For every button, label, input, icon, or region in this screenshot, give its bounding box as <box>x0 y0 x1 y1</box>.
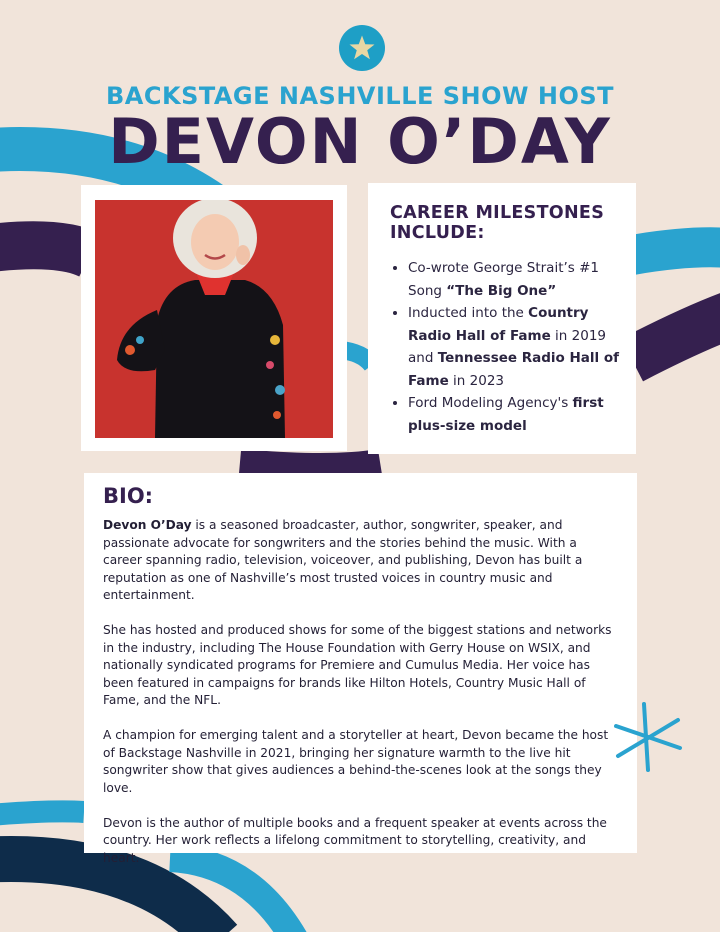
milestone-item: • Co-wrote George Strait’s #1 Song “The Big One” <box>408 257 622 302</box>
star-icon <box>347 33 377 63</box>
navy-arc-middle <box>240 462 380 466</box>
bio-card <box>84 473 637 865</box>
photo-card <box>81 185 347 451</box>
host-name-title: DEVON O’DAY <box>108 105 612 178</box>
bio-paragraph-3: A champion for emerging talent and a storyteller at heart, Devon became the host of Backstage Nashville in 2021, bringing her signature warmth to the live hit songwriter show that gives audiences a behind-the-scenes look at the songs they love. <box>103 728 609 795</box>
host-portrait-photo <box>95 200 333 438</box>
teal-arc-right <box>632 247 720 255</box>
show-host-subtitle: BACKSTAGE NASHVILLE SHOW HOST <box>105 82 614 110</box>
portrait-illustration <box>95 200 333 438</box>
logo-badge <box>339 25 385 71</box>
milestones-heading-line2: INCLUDE: <box>390 223 485 243</box>
milestones-heading-line1: CAREER MILESTONES <box>390 203 605 223</box>
milestones-list <box>390 257 622 437</box>
navy-arc-left <box>0 245 90 255</box>
bio-paragraph-4: Devon is the author of multiple books and a frequent speaker at events across the country. Her work reflects a lifelong commitment to storytelling, creativity, and heart. <box>103 815 607 865</box>
milestones-heading <box>390 203 622 243</box>
milestone-item: • Ford Modeling Agency's first plus-size model <box>408 392 622 437</box>
asterisk-icon <box>610 700 686 776</box>
teal-arc-bottom-left <box>0 811 84 815</box>
milestone-item: • Inducted into the Country Radio Hall of Fame in 2019 and Tennessee Radio Hall of Fame in 2023 <box>408 302 622 392</box>
bio-heading: BIO: <box>103 484 154 508</box>
career-milestones-card <box>368 183 636 454</box>
bio-paragraph-2: She has hosted and produced shows for some of the biggest stations and networks in the industry, including The House Foundation with Gerry House on WSIX, and nationally syndicated programs for Premiere and Cumulus Media. Her voice has been featured in campaigns for brands like Hilton Hotels, Country Music Hall of Fame, and the NFL. <box>103 623 612 707</box>
bio-paragraph-1: Devon O’Day is a seasoned broadcaster, author, songwriter, speaker, and passionate advocate for songwriters and the stories behind the music. With a career spanning radio, television, voiceover, and publishing, Devon has built a reputation as one of Nashville’s most trusted voices in country music and entertainment. <box>103 518 583 602</box>
navy-arc-right <box>632 315 720 360</box>
